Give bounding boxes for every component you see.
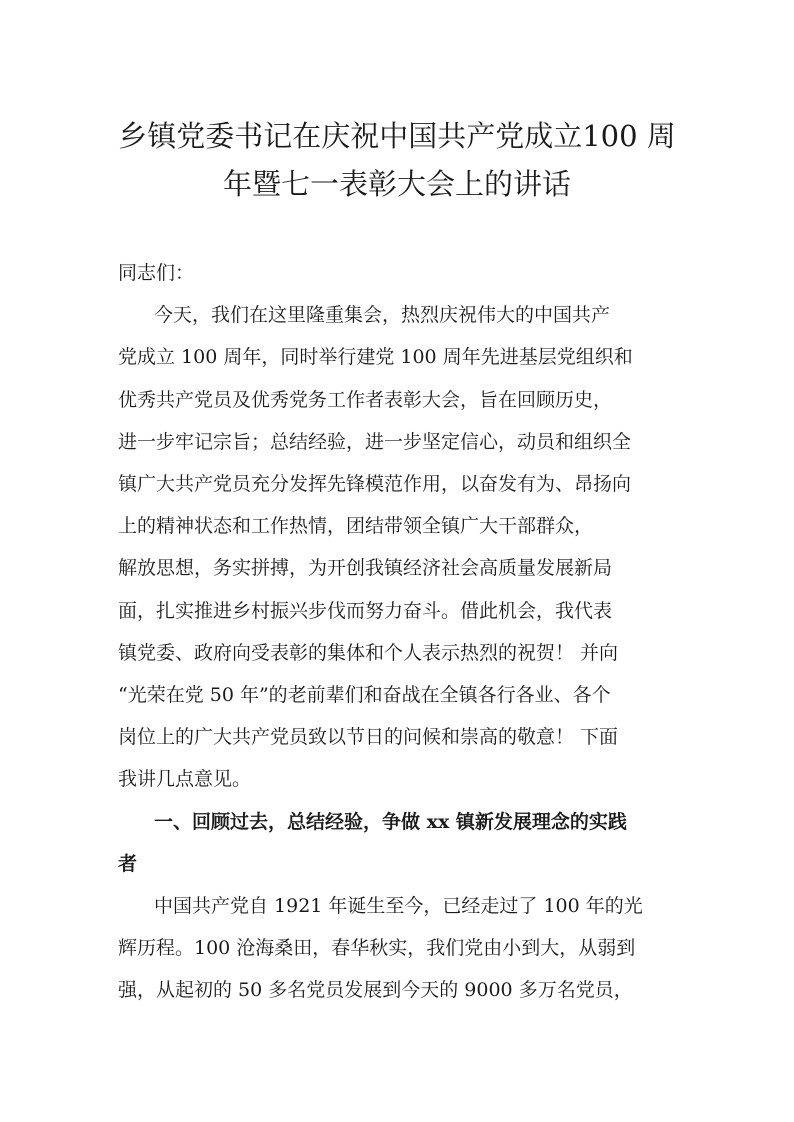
paragraph-line: 强，从起初的 50 多名党员发展到今天的 9000 多万名党员， xyxy=(118,979,633,1002)
document-title xyxy=(100,112,694,208)
title-line: 乡镇党委书记在庆祝中国共产党成立100 周 xyxy=(118,119,676,153)
paragraph-line: 我讲几点意见。 xyxy=(118,768,252,791)
paragraph-line: 上的精神状态和工作热情，团结带领全镇广大干部群众， xyxy=(118,515,594,538)
paragraph-line: 镇广大共产党员充分发挥先锋模范作用，以奋发有为、昂扬向 xyxy=(118,473,632,496)
paragraph-line: 党成立 100 周年，同时举行建党 100 周年先进基层党组织和 xyxy=(118,346,633,369)
paragraph-line: 解放思想，务实拼搏，为开创我镇经济社会高质量发展新局 xyxy=(118,557,613,580)
paragraph-line: 优秀共产党员及优秀党务工作者表彰大会，旨在回顾历史， xyxy=(118,388,613,411)
section-heading: 者 xyxy=(118,852,138,875)
paragraph-line: 今天，我们在这里隆重集会，热烈庆祝伟大的中国共产 xyxy=(154,304,611,327)
paragraph-line: 岗位上的广大共产党员致以节日的问候和崇高的敬意！ 下面 xyxy=(118,726,619,749)
paragraph-line: 进一步牢记宗旨；总结经验，进一步坚定信心，动员和组织全 xyxy=(118,430,632,453)
paragraph-line: “光荣在党 50 年”的老前辈们和奋战在全镇各行各业、各个 xyxy=(118,684,611,707)
section-heading: 一、回顾过去，总结经验，争做 xx 镇新发展理念的实践 xyxy=(154,810,627,833)
paragraph-line: 面，扎实推进乡村振兴步伐而努力奋斗。借此机会，我代表 xyxy=(118,599,613,622)
paragraph-line: 辉历程。100 沧海桑田，春华秋实，我们党由小到大，从弱到 xyxy=(118,937,636,960)
salutation: 同志们： xyxy=(118,262,195,284)
paragraph-line: 中国共产党自 1921 年诞生至今，已经走过了 100 年的光 xyxy=(154,895,643,918)
title-line: 年暨七一表彰大会上的讲话 xyxy=(222,167,571,201)
paragraph-line: 镇党委、政府向受表彰的集体和个人表示热烈的祝贺！ 并向 xyxy=(118,641,619,664)
document-body xyxy=(118,252,698,1012)
